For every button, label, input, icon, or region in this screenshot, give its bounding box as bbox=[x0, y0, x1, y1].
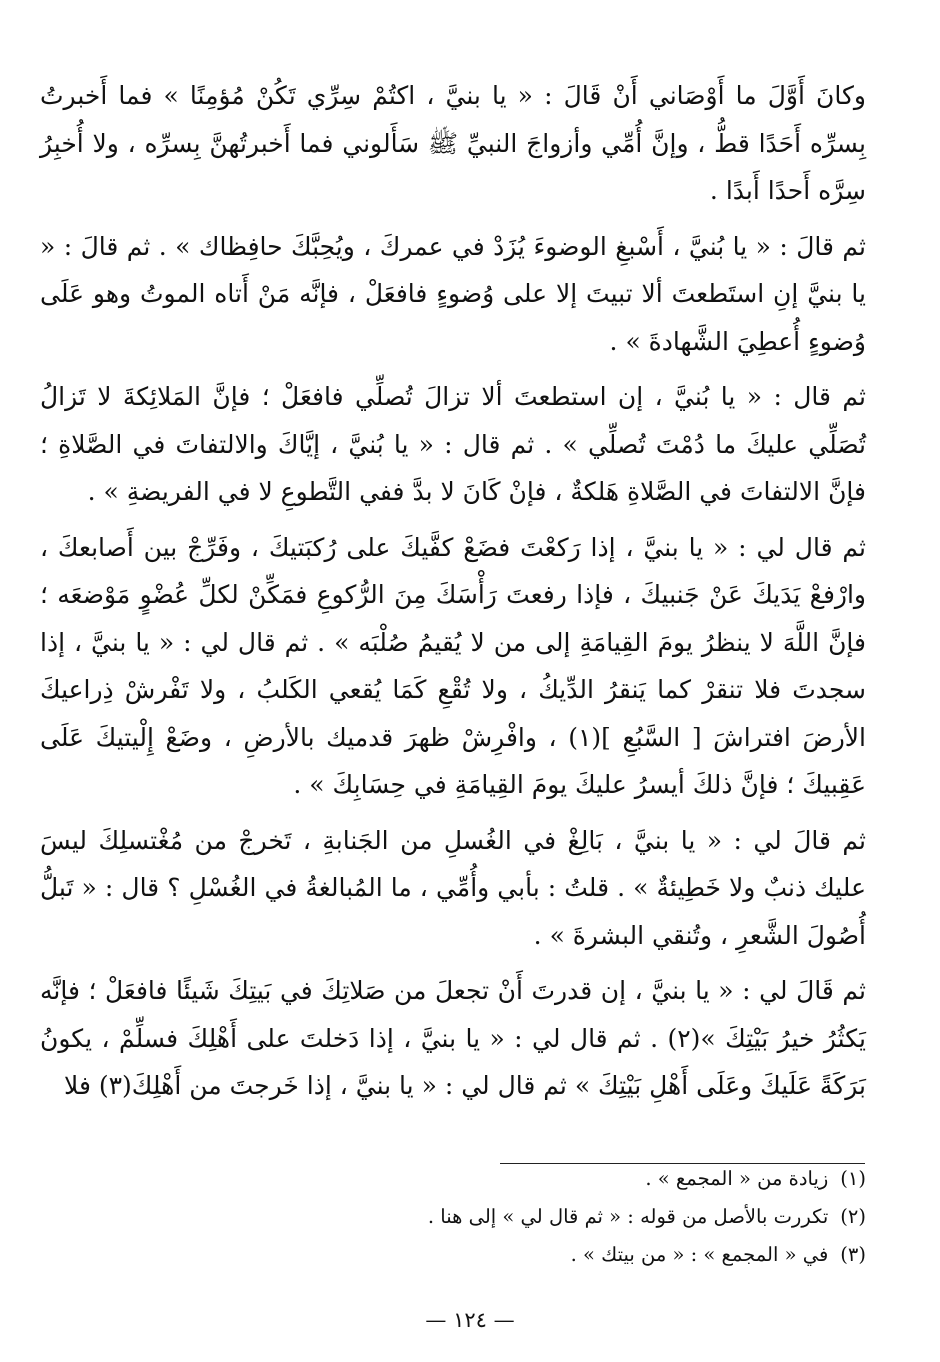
paragraph-4: ثم قال لي : « يا بنيَّ ، إذا رَكعْتَ فضَعْ كفَّيكَ على رُكبَتيكَ ، وفَرِّجْ بين أَصابعكَ ، وارْفعْ يَدَيكَ عَنْ جَنبيكَ ، فإذا رفعتَ رَأْسَكَ مِنَ الرُّكوعِ فمَكِّنْ لكلِّ عُضْوٍ مَوْضعَه ؛ فإنَّ اللَّهَ لا ينظرُ يومَ القِيامَةِ إلى من لا يُقيمُ صُلْبَه » . ثم قال لي : « يا بنيَّ ، إذا سجدتَ فلا تنقرْ كما يَنقرُ الدِّيكُ ، ولا تُقْعِ كَمَا يُقعي الكَلبُ ، ولا تَفْرشْ ذِراعيكَ الأرضَ افتراشَ [ السَّبُعِ ](١) ، وافْرِشْ ظهرَ قدميك بالأرضِ ، وضَعْ إِلْيتيكَ عَلَى عَقِبيكَ ؛ فإنَّ ذلكَ أيسرُ عليكَ يومَ القِيامَةِ في حِسَابِكَ » . bbox=[40, 532, 866, 799]
footnote-text: في « المجمع » : « من بيتك » . bbox=[570, 1243, 829, 1266]
footnote-2 bbox=[40, 1198, 866, 1236]
paragraph-5: ثم قالَ لي : « يا بنيَّ ، بَالِغْ في الغُسلِ من الجَنابةِ ، تَخرجْ من مُغْتسلِكَ ليسَ عليك ذنبٌ ولا خَطِيئةٌ » . قلتُ : بأبي وأُمِّي ، ما المُبالغةُ في الغُسْلِ ؟ قال : « تَبلُّ أُصُولَ الشَّعرِ ، وتُنقي البشرةَ » . bbox=[40, 825, 866, 950]
paragraph-6: ثم قَالَ لي : « يا بنيَّ ، إن قدرتَ أَنْ تجعلَ من صَلاتِكَ في بَيتِكَ شَيئًا فافعَلْ ؛ فإنَّه يَكثُرُ خيرُ بَيْتِكَ »(٢) . ثم قال لي : « يا بنيَّ ، إذا دَخلتَ على أَهْلِكَ فسلِّمْ ، يكونُ بَرَكَةً عَلَيكَ وعَلَى أَهْلِ بَيْتِكَ » ثم قال لي : « يا بنيَّ ، إذا خَرجتَ من أَهْلِكَ(٣) فلا bbox=[40, 976, 866, 1100]
footnote-number: (٣) bbox=[840, 1243, 866, 1266]
page-body bbox=[40, 72, 866, 1118]
paragraph-1: وكانَ أَوَّلَ ما أَوْصَاني أَنْ قَالَ : « يا بنيَّ ، اكتُمْ سِرِّي تَكُنْ مُؤمِنًا » فما أَخبرتُ بِسرِّه أَحَدًا قطُّ ، وإنَّ أُمِّي وأزواجَ النبيِّ ﷺ سَأَلوني فما أَخبرتُهنَّ بِسرِّه ، ولا أُخبِرُ سِرَّه أَحدًا أَبدًا . bbox=[40, 81, 866, 205]
footnote-number: (١) bbox=[840, 1167, 866, 1190]
paragraph-3: ثم قال : « يا بُنيَّ ، إن استطعتَ ألا تزالَ تُصلِّي فافعَلْ ؛ فإنَّ المَلائِكةَ لا تَزالُ تُصَلِّي عليكَ ما دُمْتَ تُصلِّي » . ثم قال : « يا بُنيَّ ، إيَّاكَ والالتفاتَ في الصَّلاةِ ؛ فإنَّ الالتفاتَ في الصَّلاةِ هَلكةٌ ، فإنْ كَانَ لا بدَّ ففي التَّطوعِ لا في الفريضةِ » . bbox=[40, 382, 866, 506]
footnote-text: زيادة من « المجمع » . bbox=[645, 1167, 829, 1190]
footnote-text: تكررت بالأصل من قوله : « ثم قال لي » إلى هنا . bbox=[427, 1205, 829, 1228]
page-number: — ١٢٤ — bbox=[425, 1308, 515, 1332]
footnotes bbox=[40, 1160, 866, 1274]
paragraph-2: ثم قالَ : « يا بُنيَّ ، أَسْبغِ الوضوءَ يُزَدْ في عمركَ ، ويُحِبَّكَ حافِظاك » . ثم قالَ : « يا بنيَّ إنِ استَطعتَ ألا تبيتَ إلا على وُضوءٍ فافعَلْ ، فإنَّه مَنْ أَتاه الموتُ وهو عَلَى وُضوءٍ أُعطِيَ الشَّهادةَ » . bbox=[40, 231, 866, 356]
footnote-1 bbox=[40, 1160, 866, 1198]
footnote-3 bbox=[40, 1236, 866, 1274]
footnote-number: (٢) bbox=[840, 1205, 866, 1228]
